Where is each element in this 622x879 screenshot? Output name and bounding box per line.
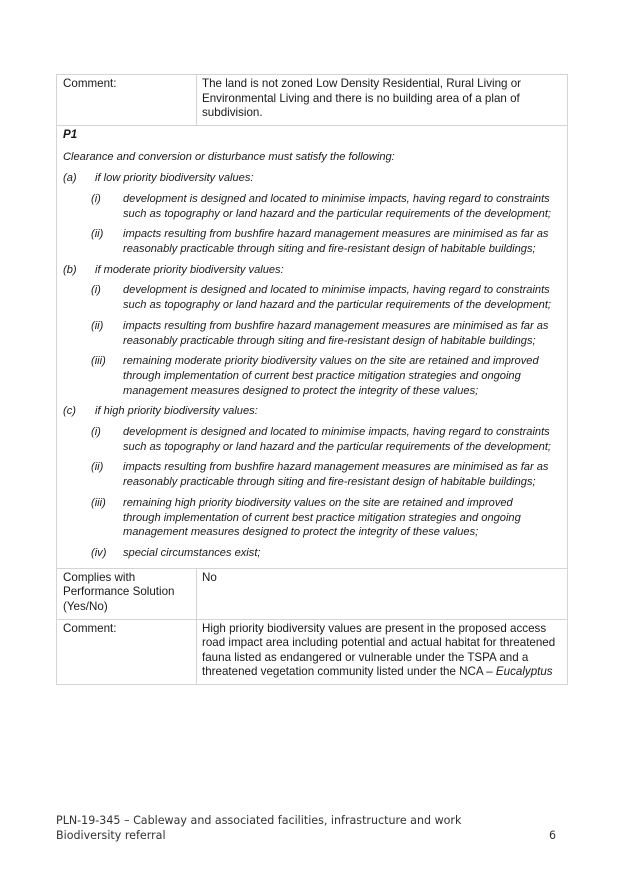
comment-text-2-main: High priority biodiversity values are present in the proposed access road impact area including potential and actual habitat for threatened fauna listed as endangered or vulnerable under the TSPA and a threatened vegetation community listed under the NCA – xyxy=(202,621,556,679)
comment-row-1 xyxy=(57,75,567,126)
sub-criterion xyxy=(91,283,561,312)
sub-criterion xyxy=(91,354,561,398)
sub-criterion-number: (i) xyxy=(91,192,101,205)
comment-text-2-italic: Eucalyptus xyxy=(495,665,553,679)
sub-criterion-number: (ii) xyxy=(91,461,104,474)
sub-criterion xyxy=(91,425,561,454)
sub-criterion-text: impacts resulting from bushfire hazard management measures are minimised as far as reasonably practicable through siting and fire-resistant design of habitable buildings; xyxy=(123,461,549,489)
footer-document-title: PLN-19-345 – Cableway and associated facilities, infrastructure and work xyxy=(56,814,462,827)
criterion-item xyxy=(63,404,561,419)
criterion-text: if moderate priority biodiversity values: xyxy=(95,263,284,276)
sub-criterion-text: development is designed and located to minimise impacts, having regard to constraints such as topography or land hazard and the particular requirements of the development; xyxy=(123,426,551,453)
p1-row xyxy=(57,126,567,569)
sub-criterion-text: impacts resulting from bushfire hazard management measures are minimised as far as reasonably practicable through siting and fire-resistant design of habitable buildings; xyxy=(123,228,549,255)
sub-criterion-number: (ii) xyxy=(91,228,104,241)
sub-criterion-text: development is designed and located to minimise impacts, having regard to constraints such as topography or land hazard and the particular requirements of the development; xyxy=(123,284,551,312)
page-footer xyxy=(56,814,568,843)
p1-intro: Clearance and conversion or disturbance must satisfy the following: xyxy=(63,151,395,164)
complies-row xyxy=(57,569,567,620)
criterion-number: (c) xyxy=(63,405,76,418)
sub-criterion-number: (i) xyxy=(91,426,101,439)
sub-criterion-number: (iii) xyxy=(91,496,106,509)
sub-criterion xyxy=(91,546,561,561)
comment-text-1: The land is not zoned Low Density Residential, Rural Living or Environmental Living and there is no building area of a plan of subdivision. xyxy=(202,77,521,120)
comment-label-2: Comment: xyxy=(57,620,197,684)
sub-criterion-text: impacts resulting from bushfire hazard management measures are minimised as far as reasonably practicable through siting and fire-resistant design of habitable buildings; xyxy=(123,319,549,347)
comment-text-2 xyxy=(197,620,567,684)
sub-criterion xyxy=(91,460,561,489)
sub-criterion-number: (ii) xyxy=(91,319,104,332)
p1-cell xyxy=(57,126,567,568)
p1-items xyxy=(63,171,561,560)
comment-row-2 xyxy=(57,620,567,684)
complies-value: No xyxy=(202,570,217,584)
footer-section-title: Biodiversity referral xyxy=(56,828,166,842)
sub-criterion-number: (iv) xyxy=(91,546,107,559)
sub-criterion-text: remaining high priority biodiversity values on the site are retained and improved through implementation of current best practice mitigation strategies and ongoing management measures designed to protect the integrity of these values; xyxy=(123,496,521,539)
criterion-item xyxy=(63,263,561,278)
criterion-number: (a) xyxy=(63,172,77,185)
sub-criterion-text: special circumstances exist; xyxy=(123,546,261,559)
page-number: 6 xyxy=(548,828,556,842)
criterion-item xyxy=(63,171,561,186)
sub-criterion-text: remaining moderate priority biodiversity values on the site are retained and improved through implementation of current best practice mitigation strategies and ongoing management measures designed to protect the integrity of these values; xyxy=(123,355,539,397)
sub-criterion-number: (iii) xyxy=(91,355,106,368)
sub-criterion-number: (i) xyxy=(91,284,101,297)
criterion-text: if low priority biodiversity values: xyxy=(95,172,254,185)
sub-criterion-text: development is designed and located to minimise impacts, having regard to constraints such as topography or land hazard and the particular requirements of the development; xyxy=(123,192,551,220)
sub-criterion xyxy=(91,192,561,221)
criterion-number: (b) xyxy=(63,263,77,276)
sub-criterion xyxy=(91,227,561,256)
p1-heading: P1 xyxy=(63,127,78,141)
sub-criterion xyxy=(91,319,561,348)
criterion-text: if high priority biodiversity values: xyxy=(95,405,258,418)
assessment-table xyxy=(56,74,568,685)
sub-criterion xyxy=(91,496,561,540)
comment-label-1: Comment: xyxy=(57,75,197,125)
complies-label: Complies with Performance Solution (Yes/No) xyxy=(57,569,197,619)
